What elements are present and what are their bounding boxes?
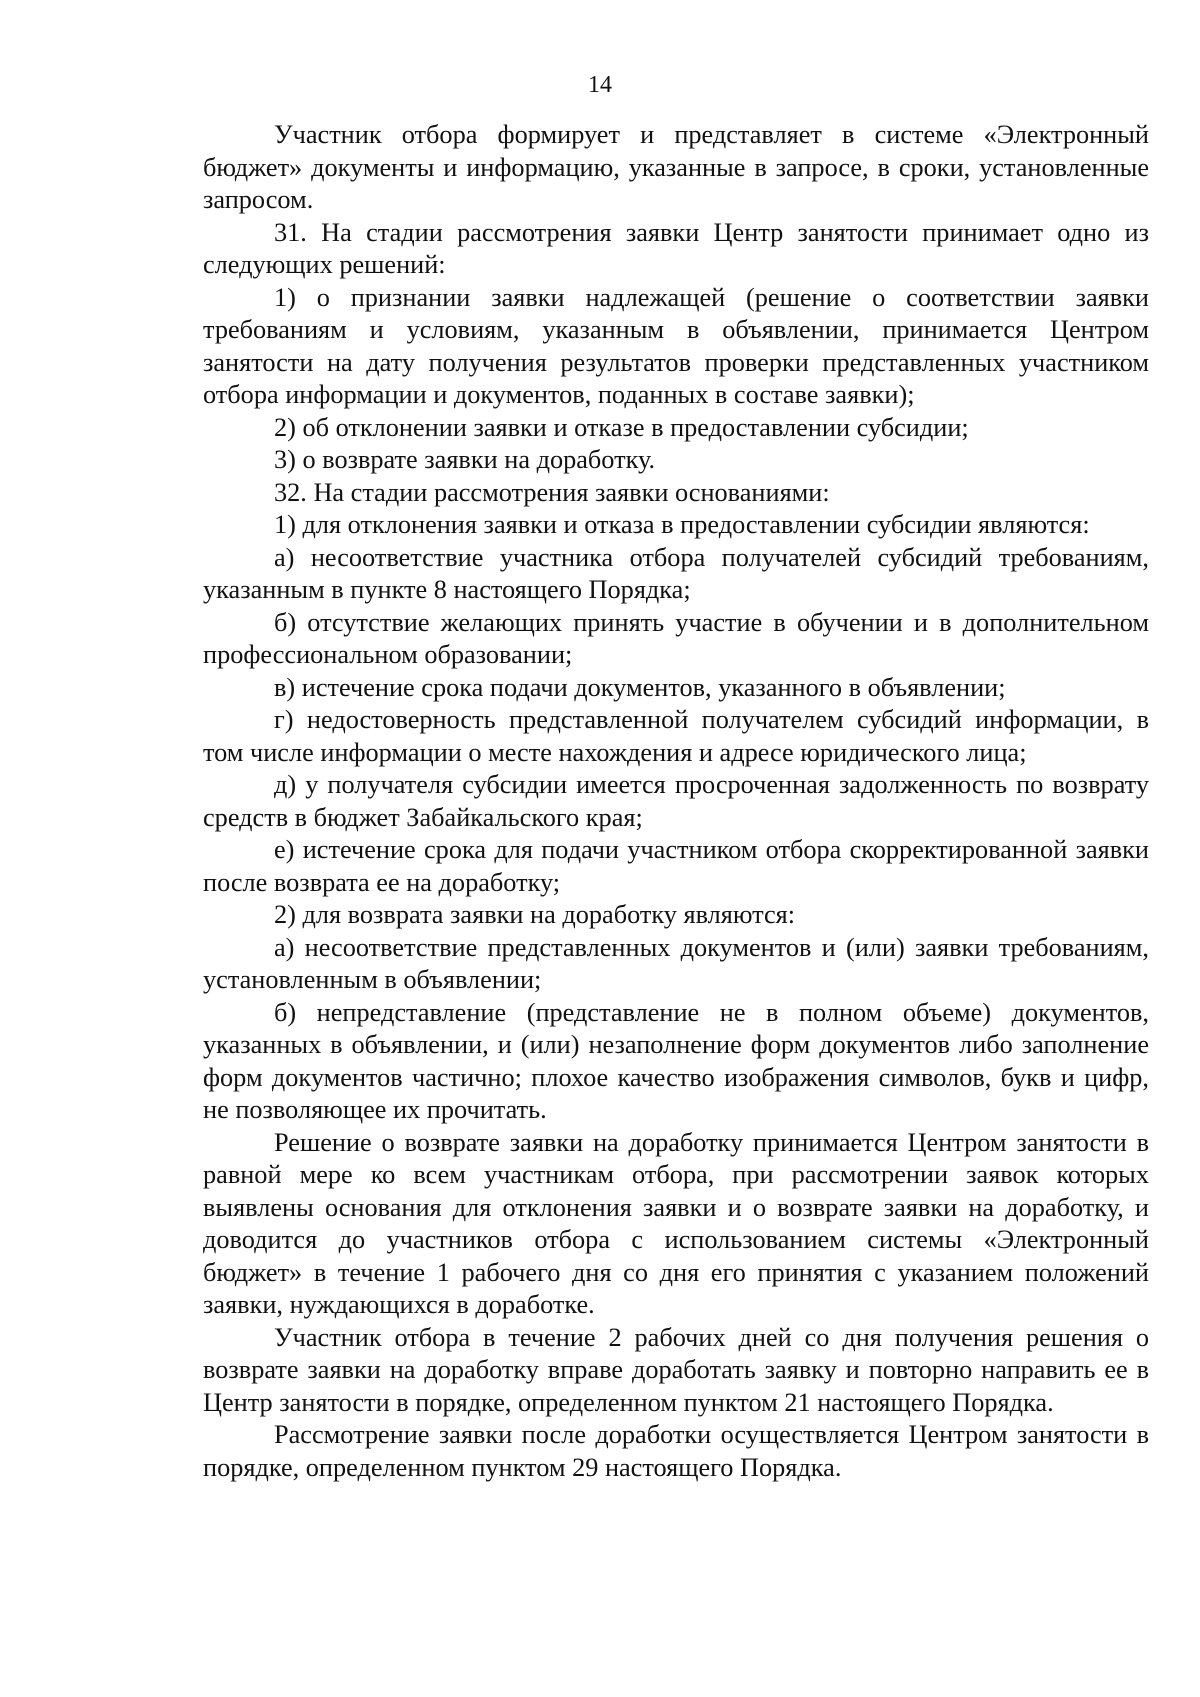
paragraph-clause-32-item-1: 1) для отклонения заявки и отказа в предоставлении субсидии являются:	[274, 510, 1090, 539]
paragraph-clause-31-item-1: 1) о признании заявки надлежащей (решение о соответствии заявки требованиям и условиям, указанным в объявлении, принимается Центром занятости на дату получения результатов проверки представленных участником отбора информации и документов, поданных в составе заявки);	[203, 282, 1149, 409]
paragraph-clause-31-item-2: 2) об отклонении заявки и отказе в предоставлении субсидии;	[274, 412, 969, 442]
paragraph-return-decision: Решение о возврате заявки на доработку принимается Центром занятости в равной мере ко всем участникам отбора, при рассмотрении заявок которых выявлены основания для отклонения заявки и о возврате заявки на доработку, и доводится до участников отбора с использованием системы «Электронный бюджет» в течение 1 рабочего дня со дня его принятия с указанием положений заявки, нуждающихся в доработке.	[203, 1127, 1149, 1319]
paragraph-clause-32-item-2: 2) для возврата заявки на доработку являются:	[274, 900, 796, 929]
paragraph-resubmission: Участник отбора в течение 2 рабочих дней со дня получения решения о возврате заявки на доработку вправе доработать заявку и повторно направить ее в Центр занятости в порядке, определенном пунктом 21 настоящего Порядка.	[203, 1322, 1149, 1417]
paragraph-clause-32: 32. На стадии рассмотрения заявки основаниями:	[274, 477, 830, 507]
paragraph-clause-32-item-2-b: б) непредставление (представление не в полном объеме) документов, указанных в объявлении, и (или) незаполнение форм документов либо заполнение форм документов частично; плохое качество изображения символов, букв и цифр, не позволяющее их прочитать.	[203, 997, 1149, 1124]
paragraph-clause-32-item-2-a: а) несоответствие представленных документов и (или) заявки требованиям, установленным в объявлении;	[203, 932, 1149, 994]
paragraph-clause-32-item-1-a: а) несоответствие участника отбора получателей субсидий требованиям, указанным в пункте 8 настоящего Порядка;	[203, 542, 1149, 604]
document-body	[203, 119, 1149, 1484]
paragraph-participant-submission: Участник отбора формирует и представляет в системе «Электронный бюджет» документы и информацию, указанные в запросе, в сроки, установленные запросом.	[203, 120, 1149, 214]
page-number: 14	[588, 72, 612, 98]
paragraph-clause-32-item-1-e: е) истечение срока для подачи участником отбора скорректированной заявки после возврата ее на доработку;	[203, 835, 1149, 897]
paragraph-clause-32-item-1-g: г) недостоверность представленной получателем субсидий информации, в том числе информации о месте нахождения и адресе юридического лица;	[203, 705, 1149, 767]
paragraph-review-after-revision: Рассмотрение заявки после доработки осуществляется Центром занятости в порядке, определенном пунктом 29 настоящего Порядка.	[203, 1420, 1149, 1482]
paragraph-clause-31-item-3: 3) о возврате заявки на доработку.	[274, 445, 656, 474]
paragraph-clause-32-item-1-b: б) отсутствие желающих принять участие в обучении и в дополнительном профессиональном образовании;	[203, 607, 1149, 669]
paragraph-clause-32-item-1-d: д) у получателя субсидии имеется просроченная задолженность по возврату средств в бюджет Забайкальского края;	[203, 770, 1149, 832]
paragraph-clause-32-item-1-v: в) истечение срока подачи документов, указанного в объявлении;	[274, 672, 1006, 702]
paragraph-clause-31: 31. На стадии рассмотрения заявки Центр занятости принимает одно из следующих решений:	[203, 217, 1149, 279]
